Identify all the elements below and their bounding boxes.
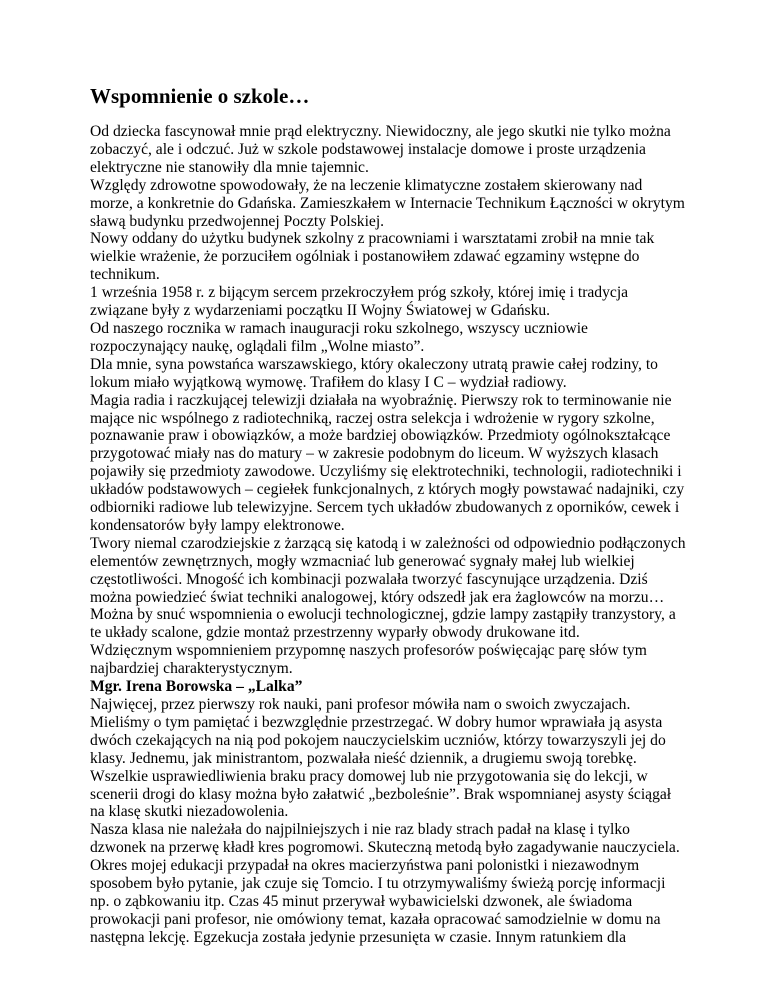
paragraph: Względy zdrowotne spowodowały, że na leczenie klimatyczne zostałem skierowany nad morze, a konkretnie do Gdańska. Zamieszkałem w Internacie Technikum Łączności w okrytym sławą budynku przedwojennej Poczty Polskiej. bbox=[90, 176, 685, 230]
paragraph: Najwięcej, przez pierwszy rok nauki, pani profesor mówiła nam o swoich zwyczajach. Mieliśmy o tym pamiętać i bezwzględnie przestrzegać. W dobry humor wprawiała ją asysta dwóch czekających na nią pod pokojem nauczycielskim uczniów, którzy towarzyszyli jej do klasy. Jednemu, jak ministrantom, pozwalała nieść dziennik, a drugiemu swoją torebkę. Wszelkie usprawiedliwienia braku pracy domowej lub nie przygotowania się do lekcji, w scenerii drogi do klasy można było załatwić „bezboleśnie”. Brak wspomnianej asysty ściągał na klasę skutki niezadowolenia. bbox=[90, 696, 672, 821]
paragraph: Nowy oddany do użytku budynek szkolny z pracowniami i warsztatami zrobił na mnie tak wielkie wrażenie, że porzuciłem ogólniak i postanowiłem zdawać egzaminy wstępne do technikum. bbox=[90, 230, 655, 284]
paragraph: Magia radia i raczkującej telewizji działała na wyobraźnię. Pierwszy rok to terminowanie nie mające nic wspólnego z radiotechniką, raczej ostra selekcja i wdrożenie w rygory szkolne, poznawanie praw i obowiązków, a może bardziej obowiązków. Przedmioty ogólnokształcące przygotować miały nas do matury – w zakresie podobnym do liceum. W wyższych klasach pojawiły się przedmioty zawodowe. Uczyliśmy się elektrotechniki, technologii, radiotechniki i układów podstawowych – cegiełek funkcjonalnych, z których mogły powstawać nadajniki, czy odbiorniki radiowe lub telewizyjne. Sercem tych układów zbudowanych z oporników, cewek i kondensatorów były lampy elektronowe. bbox=[90, 391, 685, 534]
document-title: Wspomnienie o szkole… bbox=[90, 84, 310, 108]
paragraph: Nasza klasa nie należała do najpilniejszych i nie raz blady strach padał na klasę i tylko dzwonek na przerwę kładł kres pogromowi. Skuteczną metodą było zagadywanie nauczyciela. bbox=[90, 821, 680, 857]
paragraph: 1 września 1958 r. z bijącym sercem przekroczyłem próg szkoły, której imię i tradycja związane były z wydarzeniami początku II Wojny Światowej w Gdańsku. bbox=[90, 284, 629, 320]
paragraph: Od naszego rocznika w ramach inauguracji roku szkolnego, wszyscy uczniowie rozpoczynający naukę, oglądali film „Wolne miasto”. bbox=[90, 319, 588, 355]
paragraph: Dla mnie, syna powstańca warszawskiego, który okaleczony utratą prawie całej rodziny, to lokum miało wyjątkową wymowę. Trafiłem do klasy I C – wydział radiowy. bbox=[90, 355, 658, 391]
paragraph: Twory niemal czarodziejskie z żarzącą się katodą i w zależności od odpowiednio podłączonych elementów zewnętrznych, mogły wzmacniać lub generować sygnały małej lub wielkiej częstotliwości. Mnogość ich kombinacji pozwalała tworzyć fascynujące urządzenia. Dziś można powiedzieć świat techniki analogowej, który odszedł jak era żaglowców na morzu… bbox=[90, 534, 686, 606]
paragraph: Od dziecka fascynował mnie prąd elektryczny. Niewidoczny, ale jego skutki nie tylko można zobaczyć, ale i odczuć. Już w szkole podstawowej instalacje domowe i proste urządzenia elektryczne nie stanowiły dla mnie tajemnic. bbox=[90, 123, 671, 176]
paragraph: Okres mojej edukacji przypadał na okres macierzyństwa pani polonistki i niezawodnym sposobem było pytanie, jak czuje się Tomcio. I tu otrzymywaliśmy świeżą porcję informacji np. o ząbkowaniu itp. Czas 45 minut przerywał wybawicielski dzwonek, ale świadoma prowokacji pani profesor, nie omówiony temat, kazała opracować samodzielnie w domu na następna lekcję. Egzekucja została jedynie przesunięta w czasie. Innym ratunkiem dla bbox=[90, 857, 666, 946]
paragraph: Można by snuć wspomnienia o ewolucji technologicznej, gdzie lampy zastąpiły tranzystory, a te układy scalone, gdzie montaż przestrzenny wyparły obwody drukowane itd. bbox=[90, 606, 676, 642]
document-page bbox=[90, 84, 686, 947]
section-heading: Mgr. Irena Borowska – „Lalka” bbox=[90, 678, 303, 696]
paragraph: Wdzięcznym wspomnieniem przypomnę naszych profesorów poświęcając parę słów tym najbardziej charakterystycznym. bbox=[90, 642, 647, 678]
